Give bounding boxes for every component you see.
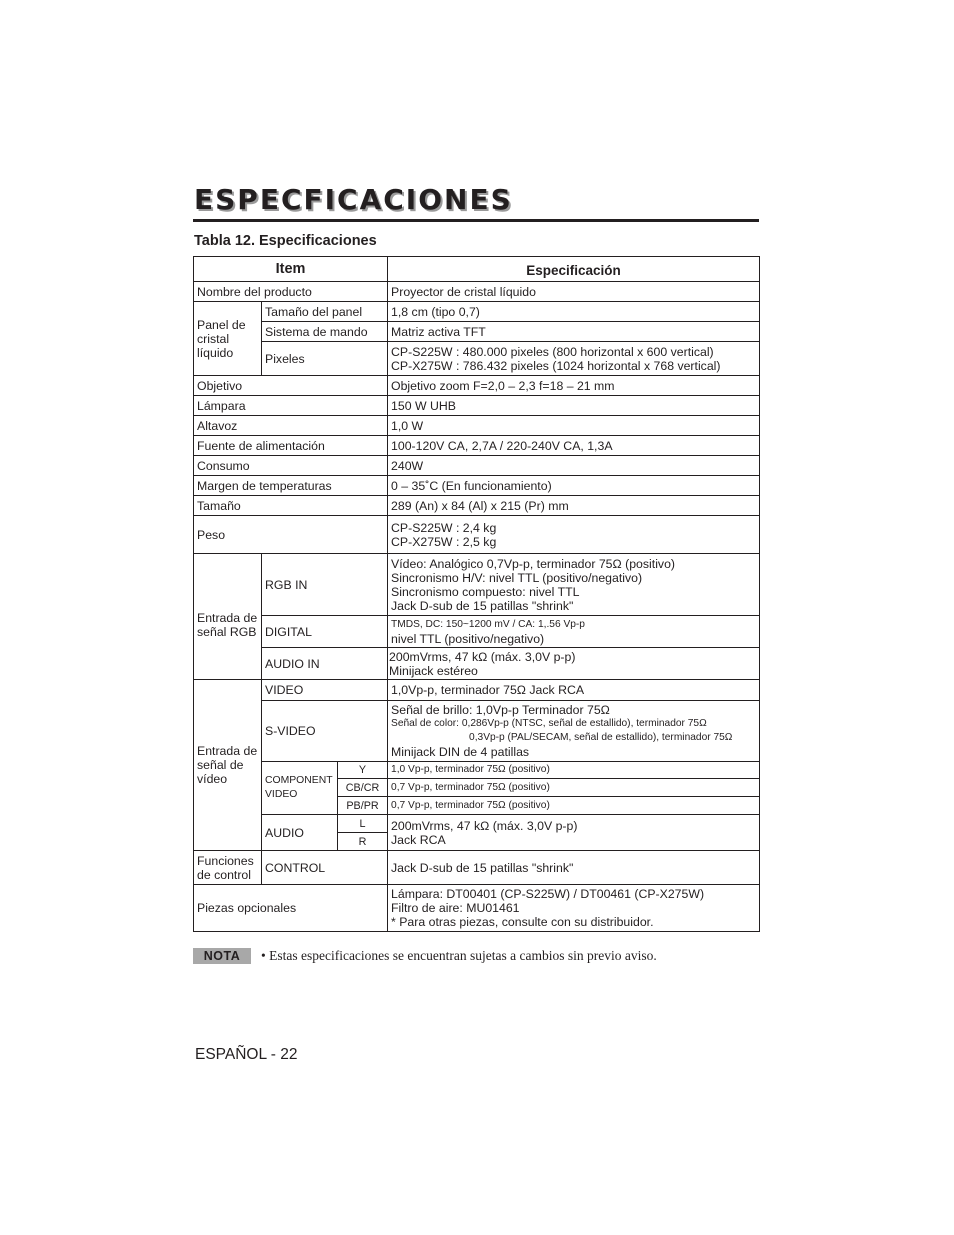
row-value: 0 – 35˚C (En funcionamiento) (388, 476, 760, 496)
value-line: Filtro de aire: MU01461 (391, 901, 520, 915)
row-label: RGB IN (262, 554, 388, 616)
table-row (194, 851, 760, 885)
value-line: Jack D-sub de 15 patillas "shrink" (391, 598, 574, 613)
row-label: Objetivo (194, 376, 388, 396)
row-value: 1,0 W (388, 416, 760, 436)
component-y-label: Y (338, 762, 388, 779)
row-label: Lámpara (194, 396, 388, 416)
row-label: Pixeles (262, 342, 388, 376)
title-rule (193, 219, 759, 222)
table-row (194, 302, 760, 322)
value-line: Minijack DIN de 4 patillas (391, 745, 530, 759)
specifications-table (193, 256, 760, 932)
value-line: Jack RCA (391, 832, 446, 847)
row-value: 1,0 Vp-p, terminador 75Ω (positivo) (388, 762, 760, 779)
table-row (194, 456, 760, 476)
group-label-rgb: Entrada de señal RGB (194, 554, 262, 680)
value-line: CP-S225W : 480.000 pixeles (800 horizontal x 600 vertical) (391, 344, 714, 359)
table-row (194, 282, 760, 302)
note (193, 948, 657, 964)
row-label: Tamaño (194, 496, 388, 516)
group-label-video: Entrada de señal de vídeo (194, 680, 262, 851)
note-badge: NOTA (193, 948, 251, 964)
header-item: Item (194, 257, 388, 282)
table-row (194, 762, 760, 779)
row-value (388, 885, 760, 932)
value-line: VIDEO (265, 789, 298, 800)
value-line: Sincronismo compuesto: nivel TTL (391, 584, 580, 599)
row-label: Peso (194, 516, 388, 554)
row-label: Fuente de alimentación (194, 436, 388, 456)
row-label: CONTROL (262, 851, 388, 885)
group-label-control: Funciones de control (194, 851, 262, 885)
value-line: CP-S225W : 2,4 kg (391, 520, 497, 535)
row-label: Nombre del producto (194, 282, 388, 302)
row-value: 0,7 Vp-p, terminador 75Ω (positivo) (388, 779, 760, 797)
table-row (194, 496, 760, 516)
row-label: AUDIO (262, 815, 338, 851)
value-line: CP-X275W : 786.432 pixeles (1024 horizontal x 768 vertical) (391, 358, 721, 373)
row-value: 1,8 cm (tipo 0,7) (388, 302, 760, 322)
table-caption: Tabla 12. Especificaciones (194, 233, 377, 249)
row-value: 150 W UHB (388, 396, 760, 416)
audio-l-label: L (338, 815, 388, 833)
row-value: 0,7 Vp-p, terminador 75Ω (positivo) (388, 797, 760, 815)
component-video-label (262, 762, 338, 815)
table-row (194, 376, 760, 396)
row-label: AUDIO IN (262, 648, 388, 680)
row-value: Jack D-sub de 15 patillas "shrink" (388, 851, 760, 885)
value-line: CP-X275W : 2,5 kg (391, 534, 497, 549)
group-label-panel: Panel de cristal líquido (194, 302, 262, 376)
value-line: 200mVrms, 47 kΩ (máx. 3,0V p-p) (391, 818, 578, 833)
table-row (194, 616, 760, 648)
header-spec: Especificación (388, 257, 760, 282)
value-line: Minijack estéreo (389, 663, 478, 678)
page-footer: ESPAÑOL - 22 (195, 1046, 298, 1063)
value-line: COMPONENT (265, 775, 333, 786)
value-line: Señal de brillo: 1,0Vp-p Terminador 75Ω (391, 703, 610, 717)
row-value: 1,0Vp-p, terminador 75Ω Jack RCA (388, 680, 760, 701)
page-title: ESPECFICACIONES (194, 183, 513, 216)
value-line: Vídeo: Analógico 0,7Vp-p, terminador 75Ω (positivo) (391, 556, 676, 571)
row-label: Sistema de mando (262, 322, 388, 342)
value-line: Señal de color: 0,286Vp-p (NTSC, señal de estallido), terminador 75Ω (391, 718, 707, 729)
value-line: nivel TTL (positivo/negativo) (391, 631, 545, 646)
row-value (388, 516, 760, 554)
row-value: Proyector de cristal líquido (388, 282, 760, 302)
note-text: • Estas especificaciones se encuentran sujetas a cambios sin previo aviso. (261, 948, 657, 963)
row-value: 240W (388, 456, 760, 476)
row-label: Consumo (194, 456, 388, 476)
table-row (194, 680, 760, 701)
row-label: Margen de temperaturas (194, 476, 388, 496)
table-row (194, 815, 760, 833)
row-label: DIGITAL (262, 616, 388, 648)
table-row (194, 554, 760, 616)
table-row (194, 516, 760, 554)
row-label: Piezas opcionales (194, 885, 388, 932)
table-row (194, 436, 760, 456)
row-value (388, 342, 760, 376)
table-row (194, 396, 760, 416)
row-value (388, 815, 760, 851)
table-header-row (194, 257, 760, 282)
table-row (194, 701, 760, 762)
value-line: Lámpara: DT00401 (CP-S225W) / DT00461 (CP-X275W) (391, 887, 705, 901)
table-row (194, 476, 760, 496)
row-value (388, 648, 760, 680)
value-line: Sincronismo H/V: nivel TTL (positivo/negativo) (391, 570, 643, 585)
audio-r-label: R (338, 833, 388, 851)
table-row (194, 648, 760, 680)
row-value: 289 (An) x 84 (Al) x 215 (Pr) mm (388, 496, 760, 516)
row-value (388, 701, 760, 762)
value-line: 0,3Vp-p (PAL/SECAM, señal de estallido), terminador 75Ω (469, 732, 733, 743)
component-pb-pr-label: PB/PR (338, 797, 388, 815)
table-row (194, 322, 760, 342)
row-value: 100-120V CA, 2,7A / 220-240V CA, 1,3A (388, 436, 760, 456)
row-label: VIDEO (262, 680, 388, 701)
table-row (194, 342, 760, 376)
value-line: * Para otras piezas, consulte con su distribuidor. (391, 915, 654, 929)
component-cb-cr-label: CB/CR (338, 779, 388, 797)
value-line: 200mVrms, 47 kΩ (máx. 3,0V p-p) (389, 649, 576, 664)
row-value: Matriz activa TFT (388, 322, 760, 342)
table-row (194, 885, 760, 932)
row-label: S-VIDEO (262, 701, 388, 762)
table-row (194, 416, 760, 436)
row-value (388, 616, 760, 648)
value-line: TMDS, DC: 150~1200 mV / CA: 1,.56 Vp-p (391, 618, 585, 630)
row-value: Objetivo zoom F=2,0 – 2,3 f=18 – 21 mm (388, 376, 760, 396)
row-label: Altavoz (194, 416, 388, 436)
row-value (388, 554, 760, 616)
row-label: Tamaño del panel (262, 302, 388, 322)
